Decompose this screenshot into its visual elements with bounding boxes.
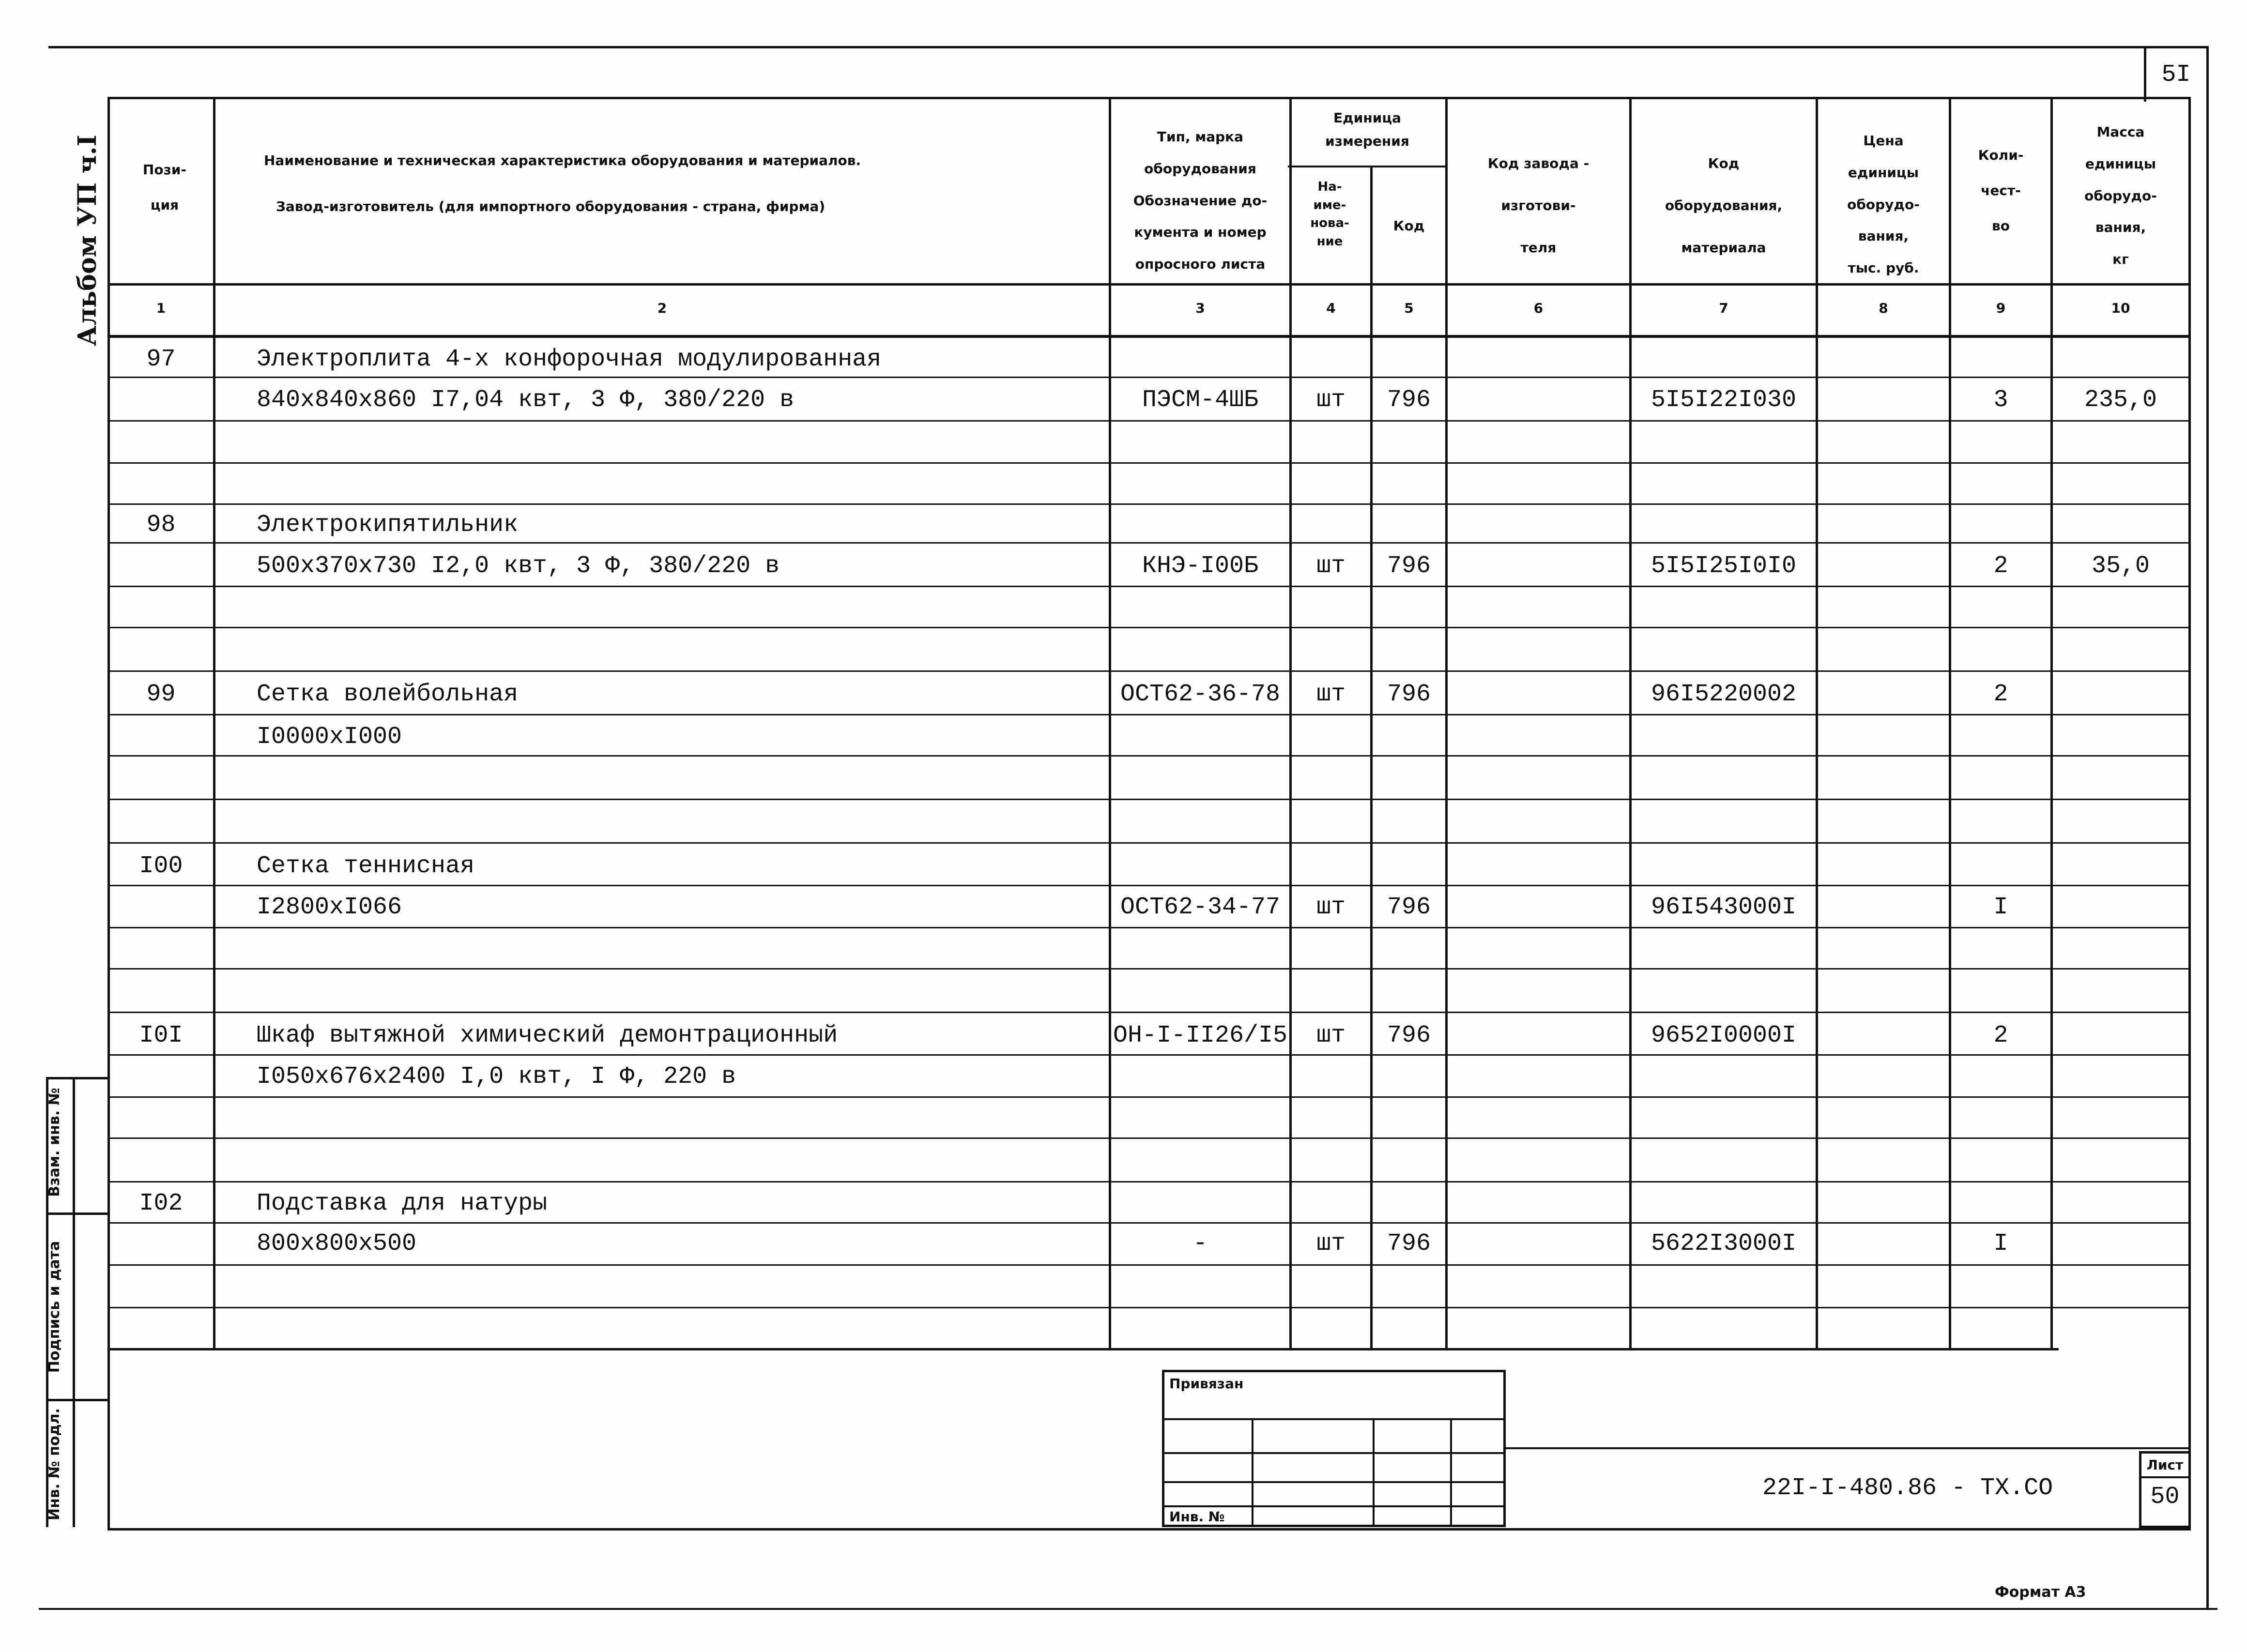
row-98-type: КНЭ-I00Б <box>1142 552 1259 580</box>
header-quantity: Коли- чест- во <box>1978 147 2024 234</box>
row-line <box>107 586 2189 587</box>
colnum-bottom <box>107 335 2189 338</box>
row-100-spec: I2800xI066 <box>257 894 402 921</box>
row-99-unit-code: 796 <box>1387 681 1431 708</box>
header-mass: Масса единицы оборудо- вания, кг <box>2084 124 2157 268</box>
row-98-spec: 500x370x730 I2,0 квт, 3 Ф, 380/220 в <box>257 552 780 580</box>
album-label: Альбом УП ч.I <box>73 135 102 346</box>
row-line <box>107 968 2189 970</box>
row-101-unit: шт <box>1316 1022 1345 1049</box>
row-98-unit: шт <box>1316 552 1345 580</box>
row-line <box>107 927 2189 928</box>
col-line-2 <box>1109 97 1111 1350</box>
row-97-spec: 840x840x860 I7,04 квт, 3 Ф, 380/220 в <box>257 386 795 414</box>
colnum-10: 10 <box>2111 300 2130 316</box>
row-line <box>107 1307 2189 1308</box>
sheet-number: 50 <box>2150 1483 2180 1511</box>
row-line <box>107 1264 2189 1266</box>
row-101-position: I0I <box>139 1022 183 1049</box>
colnum-1: 1 <box>156 300 166 316</box>
row-101-quantity: 2 <box>1993 1022 2008 1049</box>
row-line <box>107 420 2189 422</box>
side-stamp-signature-date: Подпись и дата <box>46 1241 63 1373</box>
binding-stamp <box>1162 1370 1506 1527</box>
row-102-name: Подставка для натуры <box>257 1190 548 1217</box>
row-97-quantity: 3 <box>1993 386 2008 414</box>
side-stamp-sep1 <box>46 1212 109 1215</box>
row-98-quantity: 2 <box>1993 552 2008 580</box>
col-line-1 <box>213 97 215 1350</box>
col-line-5 <box>1445 97 1448 1350</box>
row-line <box>107 503 2189 505</box>
header-name-line1: Наименование и техническая характеристика оборудования и материалов. <box>264 152 861 168</box>
row-line <box>107 1096 2189 1098</box>
colnum-8: 8 <box>1879 300 1888 316</box>
header-factory-code: Код завода - изготови- теля <box>1487 155 1590 256</box>
title-block-line <box>1506 1447 2188 1449</box>
colnum-2: 2 <box>657 300 667 316</box>
row-99-unit: шт <box>1316 681 1345 708</box>
row-102-material-code: 5622I3000I <box>1651 1230 1797 1258</box>
colnum-6: 6 <box>1533 300 1544 316</box>
bottom-page-line <box>39 1608 2217 1610</box>
col-line-3 <box>1289 97 1292 1350</box>
binding-stamp-inv-no: Инв. № <box>1169 1509 1225 1525</box>
row-100-material-code: 96I543000I <box>1651 894 1797 921</box>
colnum-9: 9 <box>1996 300 2006 316</box>
col-line-6 <box>1629 97 1632 1350</box>
stamp-col <box>1252 1418 1253 1527</box>
row-line <box>107 1222 2189 1224</box>
row-97-name: Электроплита 4-х конфорочная модулированная <box>257 346 882 373</box>
row-102-spec: 800x800x500 <box>257 1230 417 1258</box>
stamp-col <box>1373 1418 1375 1527</box>
row-99-position: 99 <box>146 681 176 708</box>
header-type: Тип, марка оборудования Обозначение до- кумента и номер опросного листа <box>1133 129 1268 273</box>
row-101-name: Шкаф вытяжной химический демонтрационный <box>257 1022 838 1049</box>
row-line <box>107 714 2189 715</box>
row-99-quantity: 2 <box>1993 681 2008 708</box>
row-100-unit-code: 796 <box>1387 894 1431 921</box>
body-bottom <box>107 1348 2059 1350</box>
document-code: 22I-I-480.86 - ТХ.СО <box>1762 1474 2053 1502</box>
row-101-unit-code: 796 <box>1387 1022 1431 1049</box>
col-line-9 <box>2050 97 2053 1350</box>
row-102-position: I02 <box>139 1190 183 1217</box>
row-101-material-code: 9652I0000I <box>1651 1022 1797 1049</box>
row-101-spec: I050x676x2400 I,0 квт, I Ф, 220 в <box>257 1063 736 1091</box>
table-right <box>2188 97 2191 1530</box>
row-line <box>107 1137 2189 1139</box>
colnum-4: 4 <box>1326 300 1336 316</box>
unit-sub-line <box>1288 166 1445 167</box>
side-stamp-mid <box>73 1077 75 1527</box>
row-101-type: ОН-I-II26/I5 <box>1113 1022 1288 1049</box>
row-line <box>107 1181 2189 1182</box>
format-label: Формат А3 <box>1995 1584 2086 1601</box>
header-unit: Единица измерения <box>1325 110 1409 149</box>
header-position: Пози- ция <box>142 162 187 213</box>
row-98-position: 98 <box>146 511 176 539</box>
side-stamp-replace-inv: Взам. инв. № <box>46 1088 63 1197</box>
row-line <box>107 885 2189 886</box>
row-102-unit: шт <box>1316 1230 1345 1258</box>
row-line <box>107 377 2189 378</box>
row-97-unit-code: 796 <box>1387 386 1431 414</box>
col-line-7 <box>1816 97 1818 1350</box>
header-name-line2: Завод-изготовитель (для импортного оборудования - страна, фирма) <box>276 198 825 214</box>
header-unit-code: Код <box>1393 218 1425 234</box>
row-98-mass: 35,0 <box>2091 552 2150 580</box>
row-line <box>107 542 2189 544</box>
row-97-position: 97 <box>146 346 176 373</box>
row-line <box>107 755 2189 757</box>
row-100-quantity: I <box>1993 894 2008 921</box>
stamp-line <box>1162 1481 1506 1483</box>
sheet-box-sep <box>2139 1476 2191 1478</box>
side-stamp-inv-original: Инв. № подл. <box>46 1408 63 1521</box>
row-99-name: Сетка волейбольная <box>257 681 519 708</box>
row-98-material-code: 5I5I25I0I0 <box>1651 552 1797 580</box>
stamp-line <box>1162 1418 1506 1420</box>
row-97-mass: 235,0 <box>2084 386 2157 414</box>
table-bottom <box>107 1528 2191 1531</box>
header-unit-name: На- име- нова- ние <box>1310 180 1349 249</box>
row-100-unit: шт <box>1316 894 1345 921</box>
binding-stamp-label: Привязан <box>1169 1376 1244 1392</box>
col-line-8 <box>1949 97 1951 1350</box>
row-100-type: ОСТ62-34-77 <box>1120 894 1281 921</box>
stamp-line <box>1162 1505 1506 1507</box>
colnum-3: 3 <box>1195 300 1205 316</box>
sheet-top-number: 5I <box>2161 61 2191 89</box>
row-line <box>107 1012 2189 1013</box>
sheet-label: Лист <box>2146 1457 2184 1473</box>
row-line <box>107 842 2189 844</box>
row-line <box>107 670 2189 672</box>
stamp-col <box>1450 1418 1452 1527</box>
col-line-4 <box>1370 166 1373 1350</box>
row-98-unit-code: 796 <box>1387 552 1431 580</box>
row-99-type: ОСТ62-36-78 <box>1120 681 1281 708</box>
colnum-5: 5 <box>1404 300 1414 316</box>
header-price: Цена единицы оборудо- вания, тыс. руб. <box>1847 133 1920 276</box>
colnum-7: 7 <box>1719 300 1728 316</box>
row-102-quantity: I <box>1993 1230 2008 1258</box>
row-98-name: Электрокипятильник <box>257 511 519 539</box>
row-line <box>107 1054 2189 1056</box>
row-100-name: Сетка теннисная <box>257 852 475 880</box>
row-97-unit: шт <box>1316 386 1345 414</box>
table-top <box>107 97 2189 99</box>
row-line <box>107 462 2189 464</box>
row-line <box>107 799 2189 800</box>
top-border <box>48 46 2208 48</box>
stamp-line <box>1162 1452 1506 1454</box>
row-99-spec: I0000xI000 <box>257 723 402 751</box>
row-100-position: I00 <box>139 852 183 880</box>
row-102-type: - <box>1192 1230 1208 1258</box>
row-102-unit-code: 796 <box>1387 1230 1431 1258</box>
row-line <box>107 627 2189 628</box>
row-99-material-code: 96I5220002 <box>1651 681 1797 708</box>
header-material-code: Код оборудования, материала <box>1665 155 1783 256</box>
row-97-material-code: 5I5I22I030 <box>1651 386 1797 414</box>
row-97-type: ПЭСМ-4ШБ <box>1142 386 1259 414</box>
right-page-border <box>2206 46 2209 1609</box>
